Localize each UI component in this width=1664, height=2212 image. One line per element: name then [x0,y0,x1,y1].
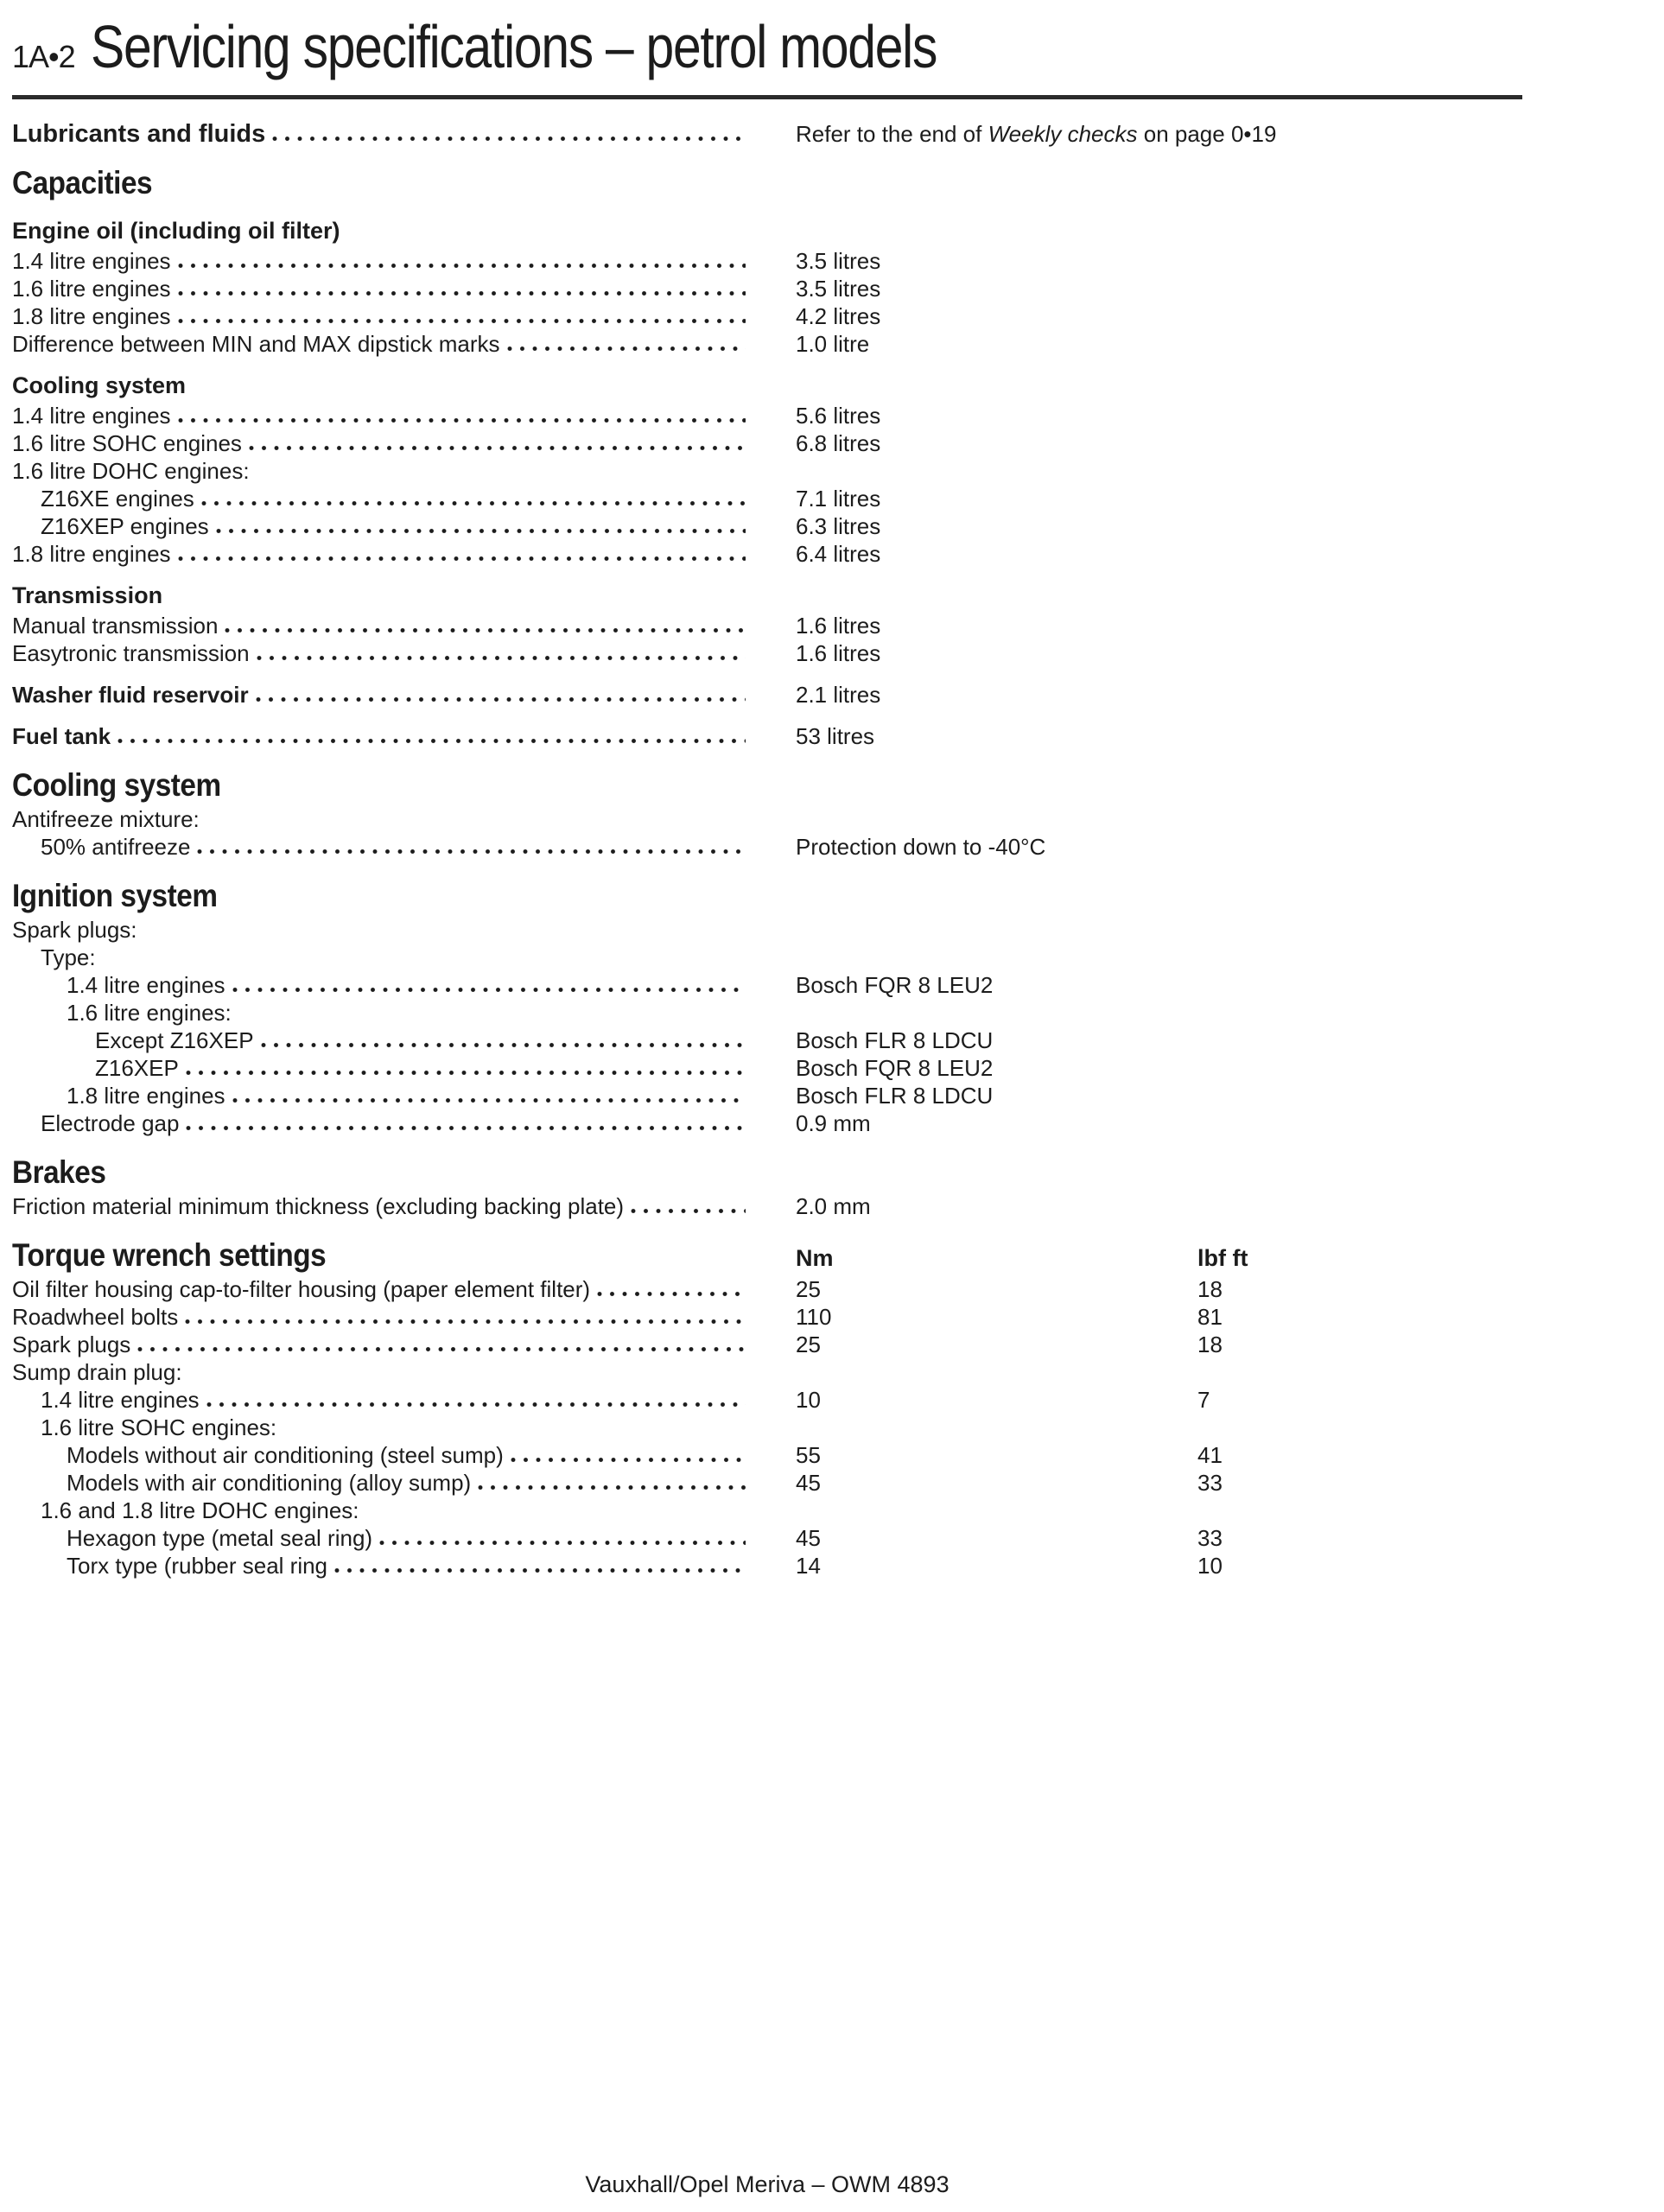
spec-row [12,1441,1522,1469]
dot-leader [232,987,746,993]
value-text: Refer to the end of [796,121,988,147]
spec-label: Torx type (rubber seal ring [67,1553,328,1579]
title-rule [12,95,1522,99]
dot-leader [225,627,746,633]
section-heading-brakes: Brakes [12,1154,106,1190]
spec-label: Models without air conditioning (steel sump) [67,1442,504,1468]
torque-lbf-value: 18 [1197,1332,1223,1357]
spec-label: Lubricants and fluids [12,120,266,148]
spec-label: 1.4 litre engines [67,972,225,998]
spec-value: 1.6 litres [796,640,881,666]
dot-leader [178,318,746,324]
spec-label: Friction material minimum thickness (excluding backing plate) [12,1193,625,1219]
spec-value: 53 litres [796,723,875,749]
spec-value: 5.6 litres [796,403,881,429]
torque-lbf-value: 33 [1197,1525,1223,1551]
spec-row [12,1414,1522,1441]
torque-nm-value: 14 [796,1553,821,1579]
dot-leader [186,1125,746,1131]
dot-leader [186,1070,746,1076]
spec-label: Z16XEP [95,1055,179,1081]
spec-label: 1.6 litre SOHC engines [12,430,242,456]
dot-leader [197,849,746,855]
spec-row [12,540,1522,568]
torque-nm-value: 10 [796,1387,821,1413]
torque-lbf-value: 7 [1197,1387,1210,1413]
spec-row [12,805,1522,833]
spec-label: Spark plugs: [12,917,137,943]
spec-value: 6.4 litres [796,541,881,567]
spec-value: Protection down to -40°C [796,834,1046,860]
spec-label: Easytronic transmission [12,640,250,666]
spec-row [12,1109,1522,1137]
torque-nm-value: 25 [796,1276,821,1302]
spec-row [12,302,1522,330]
torque-heading-row [12,1236,1522,1275]
spec-value: 1.6 litres [796,613,881,639]
spec-label: 50% antifreeze [41,834,191,860]
spec-label: 1.4 litre engines [41,1387,200,1413]
dot-leader [511,1457,746,1463]
spec-value: Bosch FQR 8 LEU2 [796,1055,994,1081]
spec-row-washer [12,681,1522,709]
torque-lbf-value: 10 [1197,1553,1223,1579]
dot-leader [507,346,746,352]
spec-label: Manual transmission [12,613,219,639]
spec-row [12,457,1522,485]
spec-label: Except Z16XEP [95,1027,254,1053]
value-italic-text: Weekly checks [988,121,1138,147]
spec-label: 1.6 litre SOHC engines: [41,1414,277,1440]
dot-leader [201,500,746,506]
spec-row [12,1524,1522,1552]
spec-row [12,247,1522,275]
dot-leader [178,556,746,562]
section-heading-cooling-system: Cooling system [12,767,221,803]
spec-left [12,120,796,148]
spec-row [12,1303,1522,1331]
spec-value: 4.2 litres [796,303,881,329]
spec-label: Spark plugs [12,1332,131,1357]
dot-leader [178,290,746,296]
dot-leader [232,1097,746,1103]
spec-value: 0.9 mm [796,1110,871,1136]
dot-leader [137,1346,746,1352]
page-title: Servicing specifications – petrol models [90,13,937,80]
dot-leader [178,263,746,269]
spec-label: Z16XE engines [41,486,194,512]
spec-row [12,1386,1522,1414]
spec-row [12,1552,1522,1580]
column-header-nm: Nm [796,1245,834,1271]
spec-label: Roadwheel bolts [12,1304,179,1330]
dot-leader [206,1402,746,1408]
dot-leader [261,1042,746,1048]
dot-leader [185,1319,746,1325]
spec-row-fuel-tank [12,722,1522,750]
spec-label: Electrode gap [41,1110,180,1136]
subheading-transmission: Transmission [12,582,163,608]
spec-row [12,916,1522,944]
spec-label: 1.6 litre engines [12,276,171,302]
dot-leader [597,1291,746,1297]
spec-value: 3.5 litres [796,276,881,302]
spec-row [12,512,1522,540]
section-heading-ignition: Ignition system [12,878,218,913]
spec-label: Antifreeze mixture: [12,806,200,832]
spec-label: 1.6 and 1.8 litre DOHC engines: [41,1497,359,1523]
torque-lbf-value: 33 [1197,1470,1223,1496]
spec-value: 3.5 litres [796,248,881,274]
spec-label: Type: [41,944,96,970]
spec-value: Bosch FQR 8 LEU2 [796,972,994,998]
dot-leader [257,655,746,661]
page-header [12,12,1522,92]
spec-row [12,971,1522,999]
spec-value: Bosch FLR 8 LDCU [796,1083,994,1109]
spec-label: Z16XEP engines [41,513,209,539]
spec-row [12,402,1522,429]
torque-nm-value: 110 [796,1304,832,1330]
spec-value: 6.3 litres [796,513,881,539]
spec-label: 1.6 litre engines: [67,1000,232,1026]
dot-leader [117,738,746,744]
subheading-cooling-system: Cooling system [12,372,187,398]
subheading-engine-oil: Engine oil (including oil filter) [12,218,340,244]
torque-nm-value: 45 [796,1470,821,1496]
spec-label: Sump drain plug: [12,1359,182,1385]
spec-label: Fuel tank [12,723,111,749]
spec-label: Models with air conditioning (alloy sump) [67,1470,472,1496]
spec-row [12,275,1522,302]
spec-row [12,429,1522,457]
dot-leader [379,1540,746,1546]
spec-label: Hexagon type (metal seal ring) [67,1525,373,1551]
torque-nm-value: 25 [796,1332,821,1357]
spec-value: Bosch FLR 8 LDCU [796,1027,994,1053]
spec-row [12,1358,1522,1386]
dot-leader [178,417,746,423]
dot-leader [631,1208,746,1214]
spec-row [12,330,1522,358]
spec-row [12,833,1522,861]
spec-row [12,1469,1522,1497]
spec-value: 2.0 mm [796,1193,871,1219]
dot-leader [334,1567,746,1573]
spec-row [12,1497,1522,1524]
page-content [12,12,1522,1580]
torque-nm-value: 45 [796,1525,821,1551]
spec-row [12,1027,1522,1054]
spec-label: 1.8 litre engines [67,1083,225,1109]
page-footer: Vauxhall/Opel Meriva – OWM 4893 [585,2171,949,2197]
torque-lbf-value: 18 [1197,1276,1223,1302]
value-text: on page 0•19 [1137,121,1277,147]
dot-leader [249,445,746,451]
torque-lbf-value: 41 [1197,1442,1223,1468]
spec-row [12,1082,1522,1109]
spec-value: 1.0 litre [796,331,870,357]
spec-value [796,120,1277,148]
spec-label: Washer fluid reservoir [12,682,249,708]
spec-row [12,1192,1522,1220]
spec-row [12,612,1522,639]
column-header-lbf-ft: lbf ft [1197,1245,1248,1271]
spec-value: 7.1 litres [796,486,881,512]
spec-label: Oil filter housing cap-to-filter housing (paper element filter) [12,1276,591,1302]
spec-row [12,1275,1522,1303]
page-code: 1A•2 [12,39,75,74]
dot-leader [478,1484,746,1491]
dot-leader [216,528,746,534]
spec-row [12,639,1522,667]
spec-label: 1.8 litre engines [12,541,171,567]
spec-label: 1.8 litre engines [12,303,171,329]
spec-row [12,485,1522,512]
dot-leader [256,696,746,702]
spec-value: 6.8 litres [796,430,881,456]
section-heading-capacities: Capacities [12,165,153,200]
spec-row [12,999,1522,1027]
spec-label: Difference between MIN and MAX dipstick marks [12,331,500,357]
torque-lbf-value: 81 [1197,1304,1223,1330]
spec-row-lubricants [12,120,1522,148]
torque-nm-value: 55 [796,1442,821,1468]
spec-row [12,1054,1522,1082]
dot-leader [272,136,746,142]
spec-label: 1.4 litre engines [12,403,171,429]
spec-label: 1.6 litre DOHC engines: [12,458,250,484]
spec-label: 1.4 litre engines [12,248,171,274]
section-heading-torque: Torque wrench settings [12,1237,327,1273]
spec-row [12,944,1522,971]
spec-row [12,1331,1522,1358]
spec-value: 2.1 litres [796,682,881,708]
